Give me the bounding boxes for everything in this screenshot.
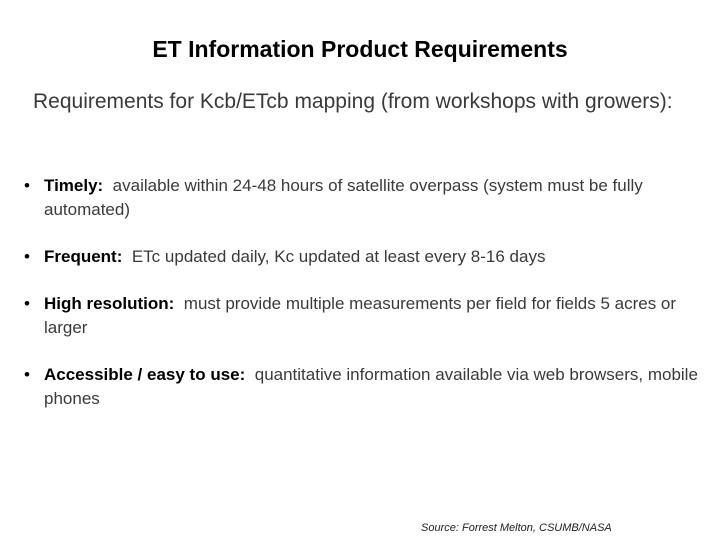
bullet-lead: Timely: (44, 176, 104, 195)
requirements-list (20, 174, 710, 434)
bullet-icon: • (24, 247, 30, 266)
bullet-lead: Accessible / easy to use: (44, 365, 246, 384)
bullet-icon: • (24, 365, 30, 384)
source-label: Source: (421, 522, 459, 534)
bullet-item-accessible (20, 363, 710, 411)
source-text: Forrest Melton, CSUMB/NASA (461, 522, 612, 534)
bullet-text: quantitative information available via web browsers, mobile phones (44, 365, 698, 408)
source-credit (421, 521, 612, 535)
bullet-text: available within 24-48 hours of satellite overpass (system must be fully automated) (44, 176, 643, 219)
bullet-text: must provide multiple measurements per field for fields 5 acres or larger (44, 294, 677, 337)
intro-text: Requirements for Kcb/ETcb mapping (from workshops with growers): (33, 90, 673, 113)
bullet-item-frequent (20, 245, 710, 269)
bullet-lead: Frequent: (44, 247, 123, 266)
bullet-item-timely (20, 174, 710, 222)
bullet-icon: • (24, 176, 30, 195)
bullet-text: ETc updated daily, Kc updated at least every 8-16 days (131, 247, 546, 266)
slide-title: ET Information Product Requirements (152, 36, 568, 62)
bullet-icon: • (24, 294, 30, 313)
bullet-lead: High resolution: (44, 294, 175, 313)
bullet-item-high-resolution (20, 292, 710, 340)
